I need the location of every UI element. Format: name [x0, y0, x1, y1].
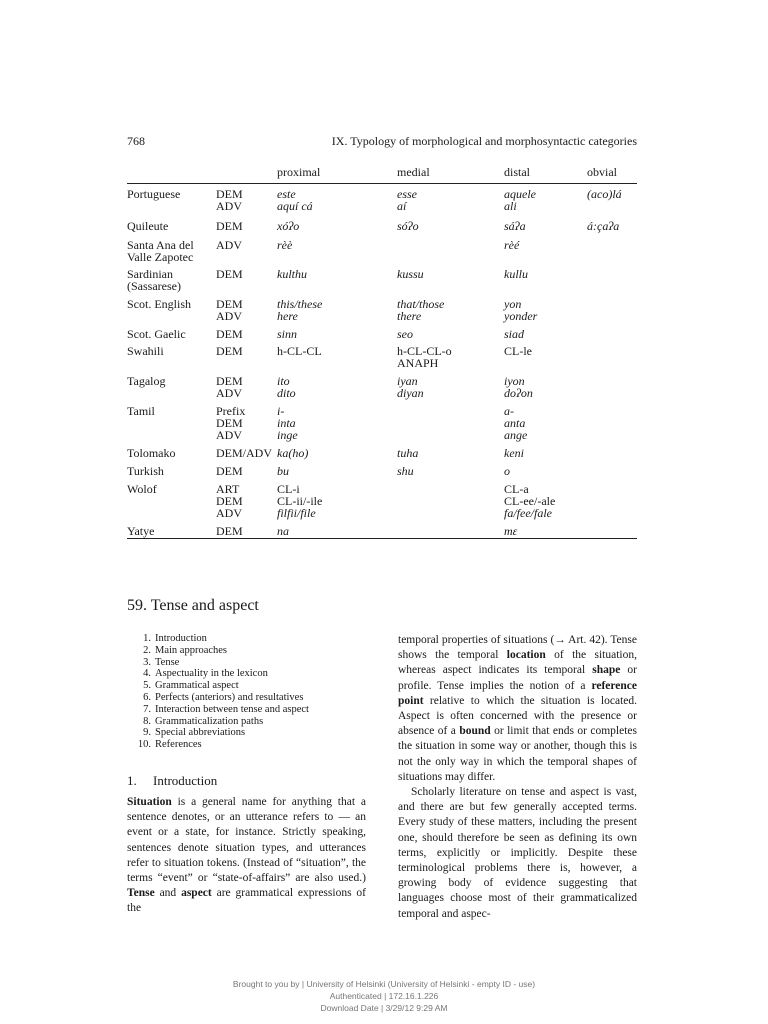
table-cell-line: xóʔo	[277, 219, 300, 233]
table-cell-lang	[127, 188, 213, 200]
toc-item-label: Introduction	[155, 633, 207, 644]
table-cell-line: yonder	[504, 309, 538, 323]
intro-text-2: and	[154, 887, 182, 900]
term-tense: Tense	[127, 887, 155, 900]
table-cell-dist	[504, 375, 586, 399]
running-title: IX. Typology of morphological and morphosyntactic categories	[331, 134, 637, 148]
table-cell-prox	[277, 220, 395, 232]
table-cell-line: there	[397, 309, 422, 323]
table-cell-lang	[127, 328, 213, 340]
table-cell-line: Scot. Gaelic	[127, 327, 186, 341]
table-cell-line: kulthu	[277, 267, 307, 281]
table-cell-med	[397, 447, 503, 459]
table-cell-line: DEM	[216, 416, 243, 430]
table-cell-med	[397, 345, 503, 369]
toc-item	[127, 680, 309, 692]
table-cell-line: yon	[504, 297, 522, 311]
table-bottom-rule	[127, 538, 637, 539]
table-cell-lang	[127, 375, 213, 387]
toc-item-number: 6.	[143, 691, 151, 703]
toc-item-number: 8.	[143, 715, 151, 727]
toc-item-number: 1.	[143, 633, 151, 644]
table-cell-line: Tagalog	[127, 374, 166, 388]
col-header-medial: medial	[397, 165, 430, 179]
table-cell-line: here	[277, 309, 298, 323]
table-cell-prox	[277, 298, 395, 322]
table-cell-prox	[277, 465, 395, 477]
table-cell-line: DEM	[216, 187, 243, 201]
term-bound: bound	[459, 725, 491, 738]
table-cell-lang	[127, 345, 213, 357]
toc-item-label: References	[155, 739, 202, 751]
intro-paragraph-right	[398, 633, 637, 922]
table-cell-line: ADV	[216, 238, 242, 252]
toc-item-label: Grammatical aspect	[155, 680, 239, 692]
table-cell-dist	[504, 465, 586, 477]
table-cell-type	[216, 345, 276, 357]
table-cell-prox	[277, 525, 395, 537]
table-cell-line: Swahili	[127, 344, 164, 358]
table-cell-line: CL-a	[504, 482, 529, 496]
table-cell-line: iyon	[504, 374, 525, 388]
table-cell-line: aí	[397, 199, 407, 213]
toc-item-number: 3.	[143, 656, 151, 668]
table-of-contents	[127, 633, 309, 751]
table-cell-line: Turkish	[127, 464, 164, 478]
table-cell-line: DEM	[216, 464, 243, 478]
table-cell-line: Wolof	[127, 482, 157, 496]
table-cell-line: ADV	[216, 386, 242, 400]
table-cell-line: Sardinian	[127, 267, 173, 281]
table-cell-line: that/those	[397, 297, 445, 311]
table-cell-line: DEM	[216, 297, 243, 311]
footer-line-1: Brought to you by | University of Helsinki (University of Helsinki - empty ID - use)	[232, 979, 536, 989]
toc-item	[127, 657, 309, 669]
table-cell-line: DEM	[216, 267, 243, 281]
download-footer	[0, 978, 768, 1014]
right-text-i: or limit that ends or completes the situation in some way or another, though this is not the only way in which the temporal shapes of situations may differ.	[398, 725, 637, 783]
table-cell-dist	[504, 188, 586, 212]
intro-text-1: is a general name for anything that a sentence denotes, or an utterance refers to — an event or a state, for instance. Strictly speaking, sentences denote situation types, and utterances refer to situation tokens. (Instead of “situation”, the terms “event” or “state-of-affairs” are also used.)	[127, 796, 366, 885]
table-cell-dist	[504, 328, 586, 340]
table-cell-line: fa/fee/fale	[504, 506, 552, 520]
right-paragraph-2: Scholarly literature on tense and aspect is vast, and there are but few generally accepted terms. Every study of these matters, including the present one, should therefore be seen as defining its own terms, explicitly or implicitly. Despite these terminological problems there is, however, a growing body of evidence suggesting that languages choose most of their grammaticalized temporal and aspec-	[398, 786, 637, 920]
toc-item	[127, 633, 309, 645]
table-cell-line: ali	[504, 199, 517, 213]
table-cell-dist	[504, 239, 586, 251]
toc-item-number: 9.	[143, 727, 151, 739]
table-cell-line: ADV	[216, 199, 242, 213]
table-cell-type	[216, 375, 276, 399]
col-header-obvial: obvial	[587, 165, 617, 179]
table-cell-type	[216, 220, 276, 232]
table-cell-prox	[277, 405, 395, 441]
term-reference-point: reference point	[398, 679, 637, 707]
table-cell-prox	[277, 239, 395, 251]
table-cell-type	[216, 188, 276, 212]
right-text-e: or profile. Tense implies the notion of a	[398, 664, 637, 692]
table-top-rule	[127, 183, 637, 184]
table-cell-dist	[504, 298, 586, 322]
table-cell-line: ito	[277, 374, 290, 388]
table-cell-line: inta	[277, 416, 296, 430]
term-aspect: aspect	[181, 887, 212, 900]
table-cell-line: DEM	[216, 344, 243, 358]
table-cell-lang	[127, 465, 213, 477]
table-cell-line: rèè	[277, 238, 293, 252]
table-cell-line: a-	[504, 404, 514, 418]
table-cell-line: aquele	[504, 187, 536, 201]
table-cell-type	[216, 465, 276, 477]
toc-item-label: Grammaticalization paths	[155, 715, 264, 727]
table-cell-type	[216, 405, 276, 441]
table-cell-prox	[277, 447, 395, 459]
table-cell-type	[216, 298, 276, 322]
toc-item-number: 10.	[137, 739, 151, 751]
toc-item-number: 4.	[143, 668, 151, 680]
table-cell-line: shu	[397, 464, 414, 478]
table-cell-line: kullu	[504, 267, 528, 281]
table-cell-line: bu	[277, 464, 289, 478]
table-cell-prox	[277, 483, 395, 519]
table-cell-line: (aco)lá	[587, 187, 622, 201]
table-cell-line: DEM	[216, 327, 243, 341]
table-cell-type	[216, 328, 276, 340]
table-cell-line: (Sassarese)	[127, 279, 181, 293]
table-cell-prox	[277, 328, 395, 340]
table-cell-line: doʔon	[504, 386, 533, 400]
toc-item	[127, 692, 309, 704]
table-cell-line: ADV	[216, 309, 242, 323]
table-cell-line: CL-i	[277, 482, 300, 496]
right-text-a: temporal properties of situations (→ Art. 42). Tense shows the temporal	[398, 634, 637, 662]
table-cell-line: keni	[504, 446, 524, 460]
table-cell-line: Prefix	[216, 404, 246, 418]
table-cell-type	[216, 525, 276, 537]
table-cell-lang	[127, 268, 213, 292]
table-cell-line: siad	[504, 327, 525, 341]
table-cell-med	[397, 298, 503, 322]
term-location: location	[506, 649, 546, 662]
toc-item-label: Perfects (anteriors) and resultatives	[155, 691, 304, 703]
table-cell-lang	[127, 447, 213, 459]
term-shape: shape	[592, 664, 621, 677]
table-cell-dist	[504, 220, 586, 232]
table-cell-line: DEM/ADV	[216, 446, 272, 460]
intro-paragraph-left	[127, 795, 366, 917]
table-cell-type	[216, 447, 276, 459]
toc-item-label: Special abbreviations	[155, 727, 246, 739]
table-cell-lang	[127, 239, 213, 263]
table-cell-lang	[127, 483, 213, 495]
col-header-proximal: proximal	[277, 165, 321, 179]
table-cell-line: kussu	[397, 267, 424, 281]
table-cell-dist	[504, 483, 586, 519]
table-cell-line: sáʔa	[504, 219, 526, 233]
table-cell-line: ka(ho)	[277, 446, 309, 460]
intro-heading-label: Introduction	[153, 773, 218, 788]
table-cell-med	[397, 268, 503, 280]
table-cell-line: diyan	[397, 386, 424, 400]
toc-item-number: 5.	[143, 680, 151, 692]
toc-item-number: 2.	[143, 644, 151, 656]
table-cell-prox	[277, 188, 395, 212]
toc-item-label: Interaction between tense and aspect	[155, 703, 309, 715]
table-cell-line: DEM	[216, 219, 243, 233]
table-cell-line: á:çaʔa	[587, 219, 620, 233]
table-cell-line: mɛ	[504, 524, 518, 538]
table-cell-line: DEM	[216, 374, 243, 388]
table-cell-line: este	[277, 187, 296, 201]
table-cell-line: na	[277, 524, 289, 538]
table-cell-line: ange	[504, 428, 528, 442]
table-cell-line: esse	[397, 187, 417, 201]
section-title: 59. Tense and aspect	[127, 597, 259, 614]
table-cell-dist	[504, 447, 586, 459]
table-cell-line: Quileute	[127, 219, 169, 233]
table-cell-type	[216, 483, 276, 519]
table-cell-line: inge	[277, 428, 298, 442]
table-cell-line: i-	[277, 404, 285, 418]
table-cell-line: ADV	[216, 428, 242, 442]
toc-item	[127, 727, 309, 739]
table-cell-line: CL-le	[504, 344, 532, 358]
table-cell-line: anta	[504, 416, 526, 430]
table-cell-line: Valle Zapotec	[127, 250, 194, 264]
table-cell-line: Santa Ana del	[127, 238, 194, 252]
table-cell-prox	[277, 345, 395, 357]
table-cell-obv	[587, 188, 643, 200]
table-cell-line: rèé	[504, 238, 520, 252]
table-cell-line: DEM	[216, 494, 243, 508]
table-cell-line: Tamil	[127, 404, 155, 418]
table-cell-line: o	[504, 464, 510, 478]
table-cell-dist	[504, 345, 586, 357]
table-cell-dist	[504, 405, 586, 441]
table-cell-line: Yatye	[127, 524, 155, 538]
table-cell-line: CL-ee/-ale	[504, 494, 556, 508]
table-cell-line: ANAPH	[397, 356, 439, 370]
toc-item-label: Main approaches	[155, 644, 228, 656]
table-cell-med	[397, 188, 503, 212]
intro-text-3: are grammatical expressions of the	[127, 887, 367, 915]
table-cell-dist	[504, 268, 586, 280]
right-text-g: relative to which the situation is located. Aspect is often concerned with the presence or absence of a	[398, 694, 637, 738]
table-cell-lang	[127, 405, 213, 417]
table-cell-med	[397, 220, 503, 232]
table-cell-line: Tolomako	[127, 446, 176, 460]
table-cell-med	[397, 375, 503, 399]
footer-line-2: Authenticated | 172.16.1.226	[329, 991, 439, 1001]
page-number: 768	[127, 134, 145, 148]
table-cell-med	[397, 465, 503, 477]
table-cell-lang	[127, 220, 213, 232]
table-cell-line: h-CL-CL	[277, 344, 322, 358]
toc-item	[127, 645, 309, 657]
footer-line-3: Download Date | 3/29/12 9:29 AM	[320, 1003, 448, 1013]
table-cell-line: this/these	[277, 297, 323, 311]
table-cell-line: sinn	[277, 327, 298, 341]
table-cell-line: iyan	[397, 374, 418, 388]
table-cell-line: dito	[277, 386, 296, 400]
toc-item-label: Tense	[155, 656, 180, 668]
toc-item-label: Aspectuality in the lexicon	[155, 668, 268, 680]
table-cell-obv	[587, 220, 643, 232]
right-text-c: of the situation, whereas aspect indicates its temporal	[398, 649, 637, 677]
table-cell-med	[397, 328, 503, 340]
table-cell-line: tuha	[397, 446, 419, 460]
intro-heading-number: 1.	[127, 773, 137, 788]
term-situation: Situation	[127, 796, 172, 808]
col-header-distal: distal	[504, 165, 530, 179]
table-cell-dist	[504, 525, 586, 537]
table-cell-lang	[127, 298, 213, 310]
table-cell-line: filfii/file	[277, 506, 316, 520]
table-cell-prox	[277, 268, 395, 280]
toc-item	[127, 739, 309, 751]
table-cell-line: aquí cá	[277, 199, 313, 213]
intro-heading	[127, 773, 217, 789]
table-cell-line: h-CL-CL-o	[397, 344, 452, 358]
table-cell-line: Scot. English	[127, 297, 192, 311]
table-cell-line: ART	[216, 482, 240, 496]
toc-item	[127, 704, 309, 716]
table-cell-line: CL-ii/-ile	[277, 494, 323, 508]
table-cell-line: Portuguese	[127, 187, 181, 201]
table-cell-line: ADV	[216, 506, 242, 520]
table-cell-line: DEM	[216, 524, 243, 538]
toc-item	[127, 668, 309, 680]
toc-item-number: 7.	[143, 703, 151, 715]
toc-item	[127, 716, 309, 728]
table-cell-line: seo	[397, 327, 413, 341]
table-cell-type	[216, 239, 276, 251]
table-cell-lang	[127, 525, 213, 537]
table-cell-type	[216, 268, 276, 280]
table-cell-line: sóʔo	[397, 219, 419, 233]
table-cell-prox	[277, 375, 395, 399]
